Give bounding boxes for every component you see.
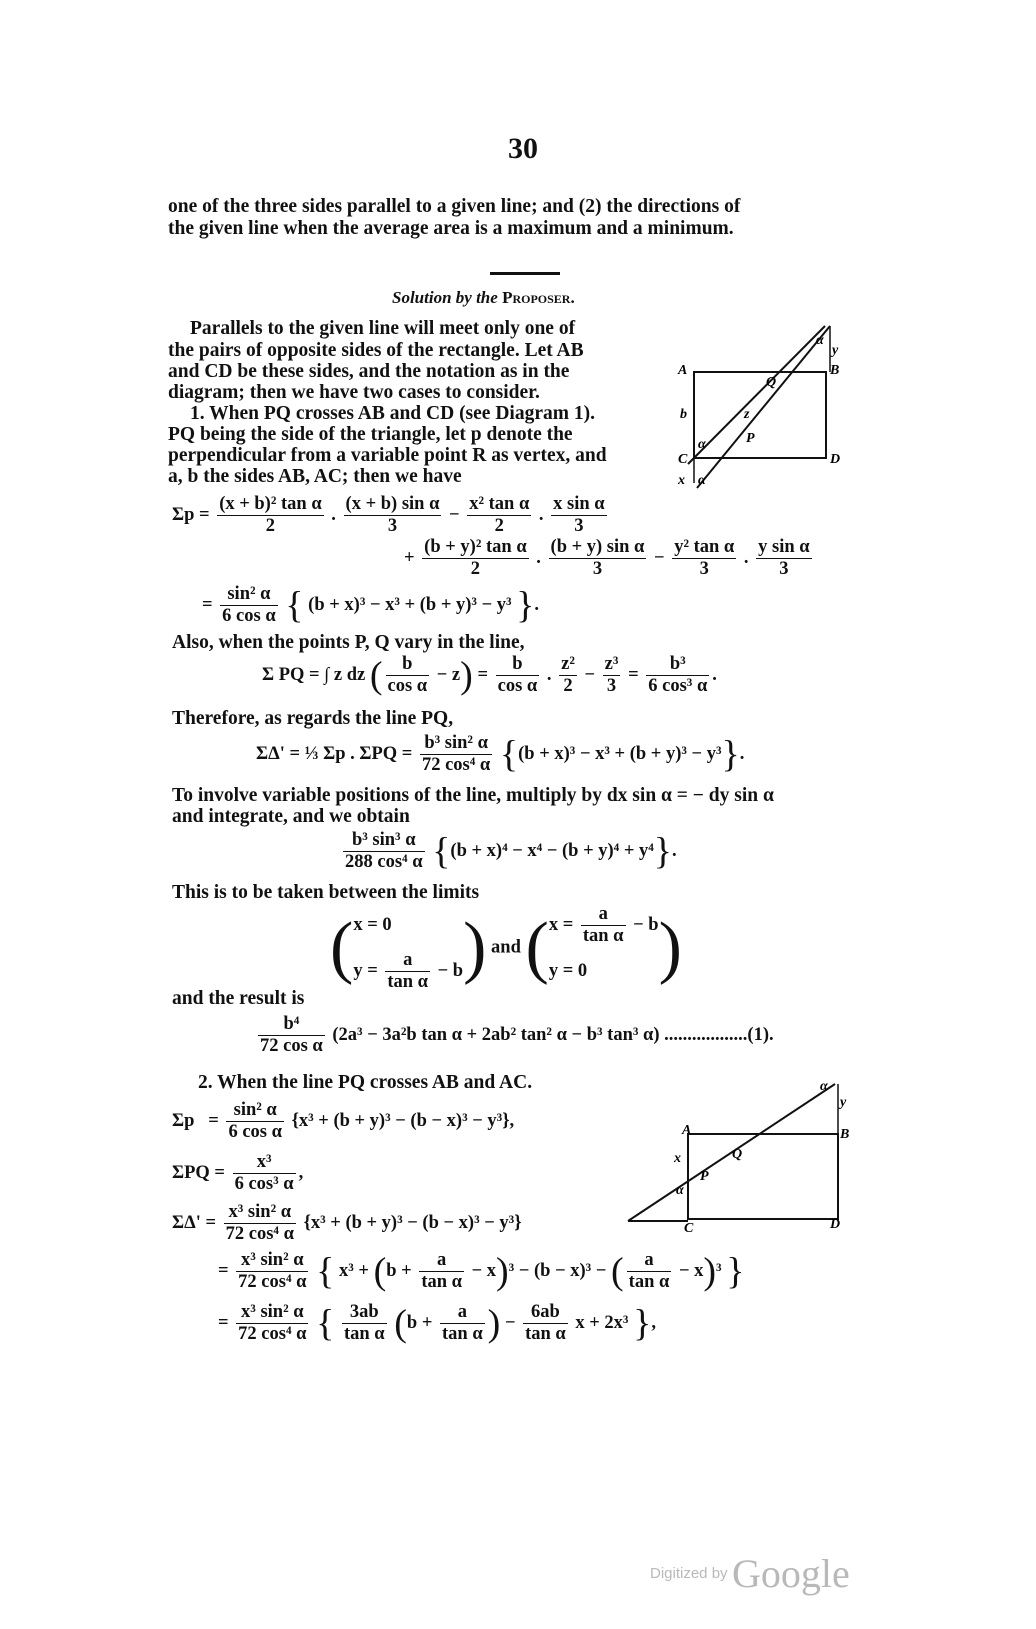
diagram-2-label-q: Q (732, 1147, 743, 1162)
limits-block: ( x = 0 y = $\frac{a}{\text{tan α}}$ − b ) and ( x = $\frac{a}{\text{tan α}}$ − b y = 0 ) (330, 904, 682, 993)
limits-line: This is to be taken between the limits (172, 882, 480, 903)
para1-line-3: and CD be these sides, and the notation as in the (168, 361, 570, 382)
diagram-2 (620, 1066, 860, 1236)
involve-line-2: and integrate, and we obtain (172, 806, 410, 827)
diagram-1 (670, 318, 855, 498)
para1-line-2: the pairs of opposite sides of the rectangle. Let AB (168, 340, 584, 361)
diagram-1-label-y: y (832, 343, 839, 358)
result-line: and the result is (172, 988, 305, 1009)
therefore-line: Therefore, as regards the line PQ, (172, 708, 454, 729)
diagram-2-label-c: C (684, 1221, 694, 1236)
equation-sigma-delta: ΣΔ' = ⅓ Σp . ΣPQ = $\frac{\text{b³ sin² α}}{\text{72 cos⁴ α}}$ {(b + x)³ − x³ + (b + y)³ − y³}. (256, 733, 745, 776)
watermark-text: Digitized by (650, 1565, 728, 1582)
diagram-2-label-p: P (700, 1169, 709, 1184)
para1-line-6: PQ being the side of the triangle, let p denote the (168, 424, 573, 445)
diagram-2-label-alpha-top: α (820, 1079, 828, 1094)
equation-case2-simplified: = $\frac{\text{x³ sin² α}}{\text{72 cos⁴ α}}$ { $\frac{3ab}{\text{tan α}}$ (b + $\frac{a}{\text{tan α}}$ ) − $\frac{6ab}{\text{tan α}}$ x + 2x³ }, (218, 1302, 656, 1345)
diagram-1-label-a: A (678, 363, 688, 378)
equation-sigma-p-result: = $\frac{\text{sin² α}}{\text{6 cos α}}$ { (b + x)³ − x³ + (b + y)³ − y³ }. (202, 584, 540, 627)
equation-sigma-p-1: Σp = $\frac{\text{(x + b)² tan α}}{2}$ . $\frac{\text{(x + b) sin α}}{3}$ − $\frac{\text{x² tan α}}{2}$ . $\frac{\text{x sin α}}{3}$ (172, 494, 605, 536)
diagram-1-label-x: x (678, 473, 685, 488)
diagram-2-label-b: B (840, 1127, 850, 1142)
equation-sigma-p-continued: + $\frac{\text{(b + y)² tan α}}{2}$ . $\frac{\text{(b + y) sin α}}{3}$ − $\frac{\text{y² tan α}}{3}$ . $\frac{\text{y sin α}}{3}$ (404, 537, 810, 579)
diagram-1-label-alpha-mid: α (698, 437, 706, 452)
para1-line-7: perpendicular from a variable point R as vertex, and (168, 445, 607, 466)
diagram-1-label-d: D (830, 452, 841, 467)
diagram-2-label-d: D (830, 1217, 841, 1232)
section-rule (490, 272, 560, 275)
diagram-1-label-z: z (744, 407, 750, 422)
page-number: 30 (508, 132, 538, 165)
diagram-1-label-alpha-bottom: α (698, 473, 706, 488)
diagram-2-label-a: A (682, 1123, 692, 1138)
equation-case2-sigma-pq: ΣPQ = $\frac{\text{x³}}{\text{6 cos³ α}}$ , (172, 1152, 304, 1194)
para1-line-8: a, b the sides AB, AC; then we have (168, 466, 462, 487)
diagram-2-label-x: x (674, 1151, 681, 1166)
solution-heading: Solution by the Proposer. (392, 288, 575, 307)
diagram-1-label-b: B (830, 363, 840, 378)
equation-result-1: $\frac{\text{b⁴}}{\text{72 cos α}}$ (2a³ − 3a²b tan α + 2ab² tan² α − b³ tan³ α) ..................(1). (260, 1014, 774, 1056)
diagram-1-label-c: C (678, 452, 688, 467)
equation-integrated: $\frac{\text{b³ sin³ α}}{\text{288 cos⁴ α}}$ {(b + x)⁴ − x⁴ − (b + y)⁴ + y⁴}. (345, 830, 677, 873)
watermark-brand: Google (732, 1551, 850, 1596)
intro-line-1: one of the three sides parallel to a given line; and (2) the directions of (168, 196, 741, 217)
equation-sigma-pq: Σ PQ = ∫ z dz ( $\frac{b}{\text{cos α}}$ − z) = $\frac{b}{\text{cos α}}$ . $\frac{\text{z²}}{2}$ − $\frac{\text{z³}}{3}$ = $\frac{\text{b³}}{\text{6 cos³ α}}$ . (262, 654, 717, 697)
equation-case2-sigma-p: Σp = $\frac{\text{sin² α}}{\text{6 cos α}}$ {x³ + (b + y)³ − (b − x)³ − y³}, (172, 1100, 515, 1142)
digitized-watermark (650, 1550, 850, 1597)
para1-line-4: diagram; then we have two cases to consider. (168, 382, 540, 403)
equation-case2-sigma-delta: ΣΔ' = $\frac{\text{x³ sin² α}}{\text{72 cos⁴ α}}$ {x³ + (b + y)³ − (b − x)³ − y³} (172, 1202, 522, 1244)
equation-case2-expanded: = $\frac{\text{x³ sin² α}}{\text{72 cos⁴ α}}$ { x³ + (b + $\frac{a}{\text{tan α}}$ − x)³ − (b − x)³ − ( $\frac{a}{\text{tan α}}$ − x)³ } (218, 1250, 745, 1293)
diagram-1-label-alpha-top: α (816, 333, 824, 348)
para1-line-1: Parallels to the given line will meet only one of (190, 318, 576, 339)
diagram-2-label-alpha-mid: α (676, 1183, 684, 1198)
intro-line-2: the given line when the average area is a maximum and a minimum. (168, 218, 734, 239)
diagram-1-label-side-b: b (680, 407, 687, 422)
also-line: Also, when the points P, Q vary in the line, (172, 632, 525, 653)
diagram-1-label-q: Q (766, 375, 777, 390)
case-2-heading: 2. When the line PQ crosses AB and AC. (198, 1072, 533, 1093)
involve-line-1: To involve variable positions of the line, multiply by dx sin α = − dy sin α (172, 785, 774, 806)
diagram-1-label-p: P (746, 431, 755, 446)
para1-line-5: 1. When PQ crosses AB and CD (see Diagram 1). (190, 403, 595, 424)
diagram-2-label-y: y (840, 1095, 847, 1110)
